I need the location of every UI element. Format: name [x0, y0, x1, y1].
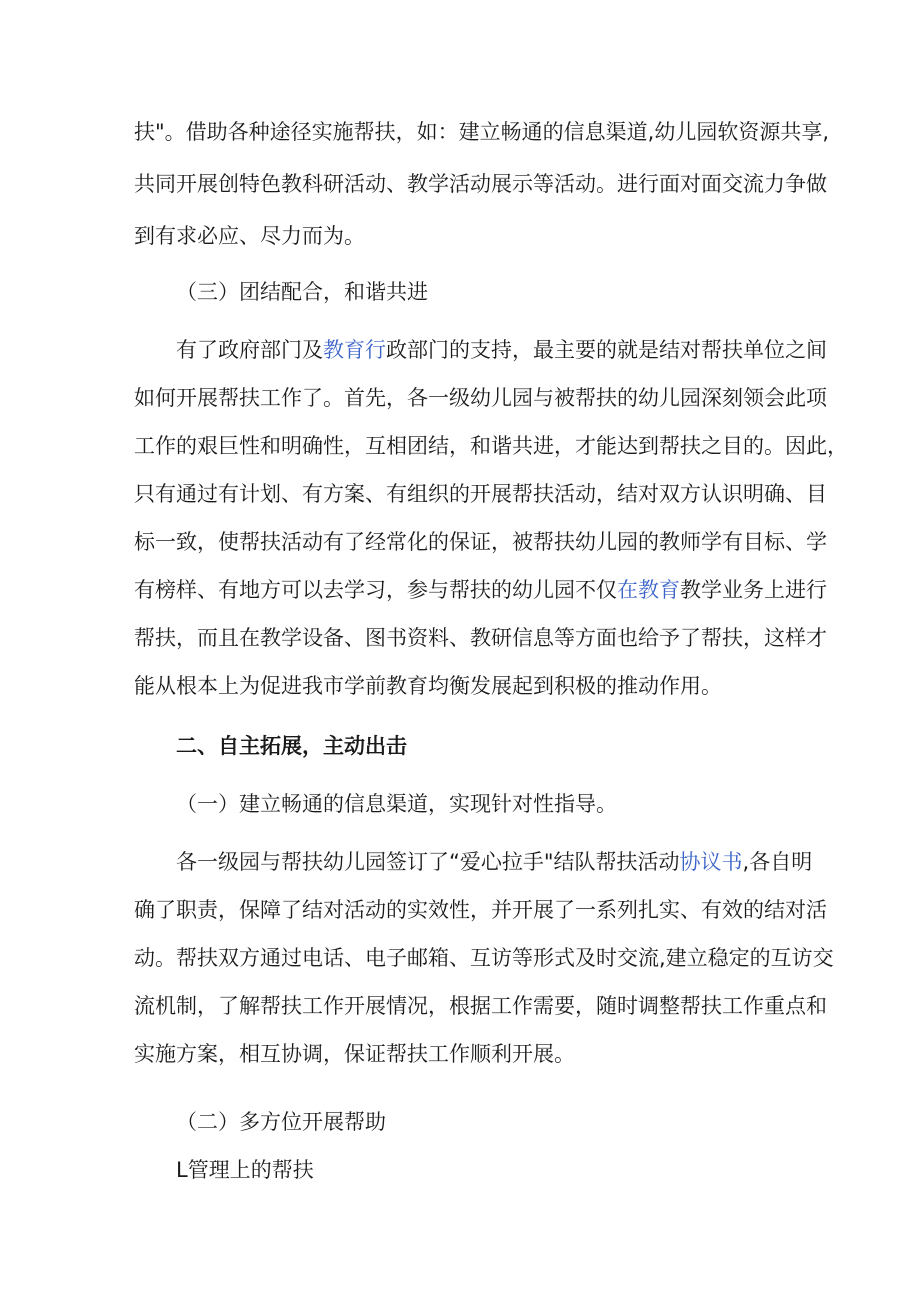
paragraph-2-line-7: 帮扶，而且在教学设备、图书资料、教研信息等方面也给予了帮扶，这样才 — [134, 626, 827, 650]
paragraph-3-line-2: 确了职责，保障了结对活动的实效性，并开展了一系列扎实、有效的结对活 — [134, 898, 827, 922]
paragraph-1-line-2: 共同开展创特色教科研活动、教学活动展示等活动。进行面对面交流力争做 — [134, 172, 827, 196]
paragraph-3-line-4: 流机制，了解帮扶工作开展情况，根据工作需要，随时调整帮扶工作重点和 — [134, 994, 827, 1018]
paragraph-2-line-2: 如何开展帮扶工作了。首先，各一级幼儿园与被帮扶的幼儿园深刻领会此项 — [134, 386, 827, 410]
paragraph-2-line-1 — [176, 338, 827, 362]
link-in-education[interactable]: 在教育 — [617, 578, 680, 602]
subheading-one: （一）建立畅通的信息渠道，实现针对性指导。 — [176, 792, 617, 816]
link-education-admin[interactable]: 教育行 — [323, 338, 386, 362]
paragraph-2-line-8: 能从根本上为促进我市学前教育均衡发展起到积极的推动作用。 — [134, 674, 722, 698]
paragraph-2-line-6 — [134, 578, 827, 602]
link-agreement[interactable]: 协议书 — [679, 850, 743, 874]
paragraph-1-line-3: 到有求必应、尽力而为。 — [134, 224, 365, 248]
paragraph-2-line-3: 工作的艰巨性和明确性，互相团结，和谐共进，才能达到帮扶之目的。因此， — [134, 434, 848, 458]
paragraph-2-line-6-text-a: 有榜样、有地方可以去学习，参与帮扶的幼儿园不仅 — [134, 578, 617, 602]
paragraph-3-line-5: 实施方案，相互协调，保证帮扶工作顺利开展。 — [134, 1042, 575, 1066]
paragraph-2-line-5: 标一致，使帮扶活动有了经常化的保证，被帮扶幼儿园的教师学有目标、学 — [134, 530, 827, 554]
paragraph-2-line-4: 只有通过有计划、有方案、有组织的开展帮扶活动，结对双方认识明确、目 — [134, 482, 827, 506]
subheading-three: （三）团结配合，和谐共进 — [176, 280, 428, 304]
section-heading-two: 二、自主拓展，主动出击 — [176, 734, 407, 758]
paragraph-3-line-1 — [176, 850, 836, 874]
subheading-two: （二）多方位开展帮助 — [176, 1110, 386, 1134]
paragraph-3-text-a: 各一级园与帮扶幼儿园签订了“爱心拉手"结队帮扶活动 — [176, 850, 680, 874]
paragraph-3-line-3: 动。帮扶双方通过电话、电子邮箱、互访等形式及时交流,建立稳定的互访交 — [134, 946, 834, 970]
list-item-management: L管理上的帮扶 — [176, 1158, 314, 1182]
paragraph-2-line-6-text-b: 教学业务上进行 — [680, 578, 827, 602]
paragraph-2-text-a: 有了政府部门及 — [176, 338, 323, 362]
paragraph-3-text-b: ,各自明 — [742, 850, 813, 874]
paragraph-1-line-1: 扶"。借助各种途径实施帮扶，如：建立畅通的信息渠道,幼儿园软资源共享, — [134, 120, 830, 144]
paragraph-2-text-b: 政部门的支持，最主要的就是结对帮扶单位之间 — [386, 338, 827, 362]
